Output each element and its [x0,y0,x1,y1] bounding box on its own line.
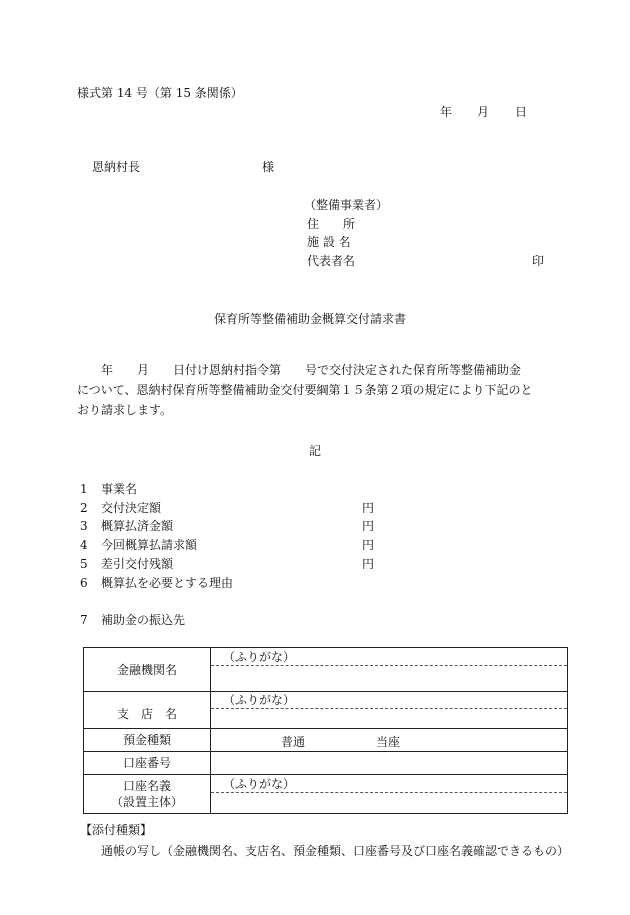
addressee-name: 恩納村長 [92,160,141,174]
item-label: 交付決定額 [101,501,162,515]
item-label: 今回概算払請求額 [101,538,198,552]
yen-unit: 円 [362,519,375,533]
bank-name-label: 金融機関名 [84,648,211,692]
applicant-heading: （整備事業者） [304,198,389,212]
seal-mark: 印 [532,254,545,268]
account-holder-text: 口座名義 [122,779,171,793]
yen-unit: 円 [362,501,375,515]
account-number-row [84,752,568,775]
item-label: 差引交付残額 [101,557,174,571]
deposit-option-current[interactable]: 当座 [376,735,401,749]
yen-unit: 円 [362,538,375,552]
account-holder-label [84,775,211,814]
account-holder-row [84,775,568,814]
attachment-heading: 【添付種類】 [80,823,153,837]
bank-name-cell[interactable] [211,648,568,692]
account-holder-value[interactable] [211,793,567,813]
body-line: おり請求します。 [77,403,173,417]
date-day: 日 [515,105,528,119]
attachment-text: 通帳の写し（金融機関名、支店名、預金種類、口座番号及び口座名義確認できるもの） [101,844,570,858]
furigana-label: （ふりがな） [211,692,567,709]
applicant-address-label: 住 所 [307,217,356,231]
branch-row [84,692,568,729]
bank-name-value[interactable] [211,666,567,691]
furigana-label: （ふりがな） [211,649,567,666]
item-number: 6 [80,576,88,590]
item-number: 1 [80,482,88,496]
account-holder-cell[interactable] [211,775,568,814]
item-label: 概算払済金額 [101,519,174,533]
addressee-suffix: 様 [262,160,275,174]
item-number: 3 [80,519,88,533]
account-number-cell[interactable] [211,752,568,775]
branch-label: 支 店 名 [84,692,211,729]
date-year: 年 [440,105,453,119]
body-line: 年 月 日付け恩納村指令第 号で交付決定された保育所等整備補助金 [77,363,522,377]
item-number: 5 [80,557,88,571]
furigana-label: （ふりがな） [211,776,567,793]
item-number: 2 [80,501,88,515]
item-label: 事業名 [101,482,138,496]
ki-heading: 記 [309,444,322,458]
account-holder-subtext: （設置主体） [110,795,183,809]
item-label: 概算払を必要とする理由 [101,576,234,590]
yen-unit: 円 [362,557,375,571]
deposit-type-row [84,729,568,752]
body-text [77,360,557,420]
branch-value[interactable] [211,709,567,728]
item-number: 4 [80,538,88,552]
body-line: について、恩納村保育所等整備補助金交付要綱第１５条第２項の規定により下記のと [77,383,533,397]
deposit-type-label: 預金種類 [84,729,211,752]
document-title: 保育所等整備補助金概算交付請求書 [214,312,407,326]
deposit-type-cell [211,729,568,752]
date-month: 月 [477,105,490,119]
item-label: 補助金の振込先 [101,613,186,627]
applicant-representative-label: 代表者名 [307,254,356,268]
bank-name-row [84,648,568,692]
deposit-option-ordinary[interactable]: 普通 [281,735,306,749]
item-number: 7 [80,613,88,627]
account-number-label: 口座番号 [84,752,211,775]
form-number: 様式第 14 号（第 15 条関係） [77,86,243,100]
bank-account-table [83,647,568,814]
applicant-facility-label: 施 設 名 [307,235,351,249]
branch-cell[interactable] [211,692,568,729]
